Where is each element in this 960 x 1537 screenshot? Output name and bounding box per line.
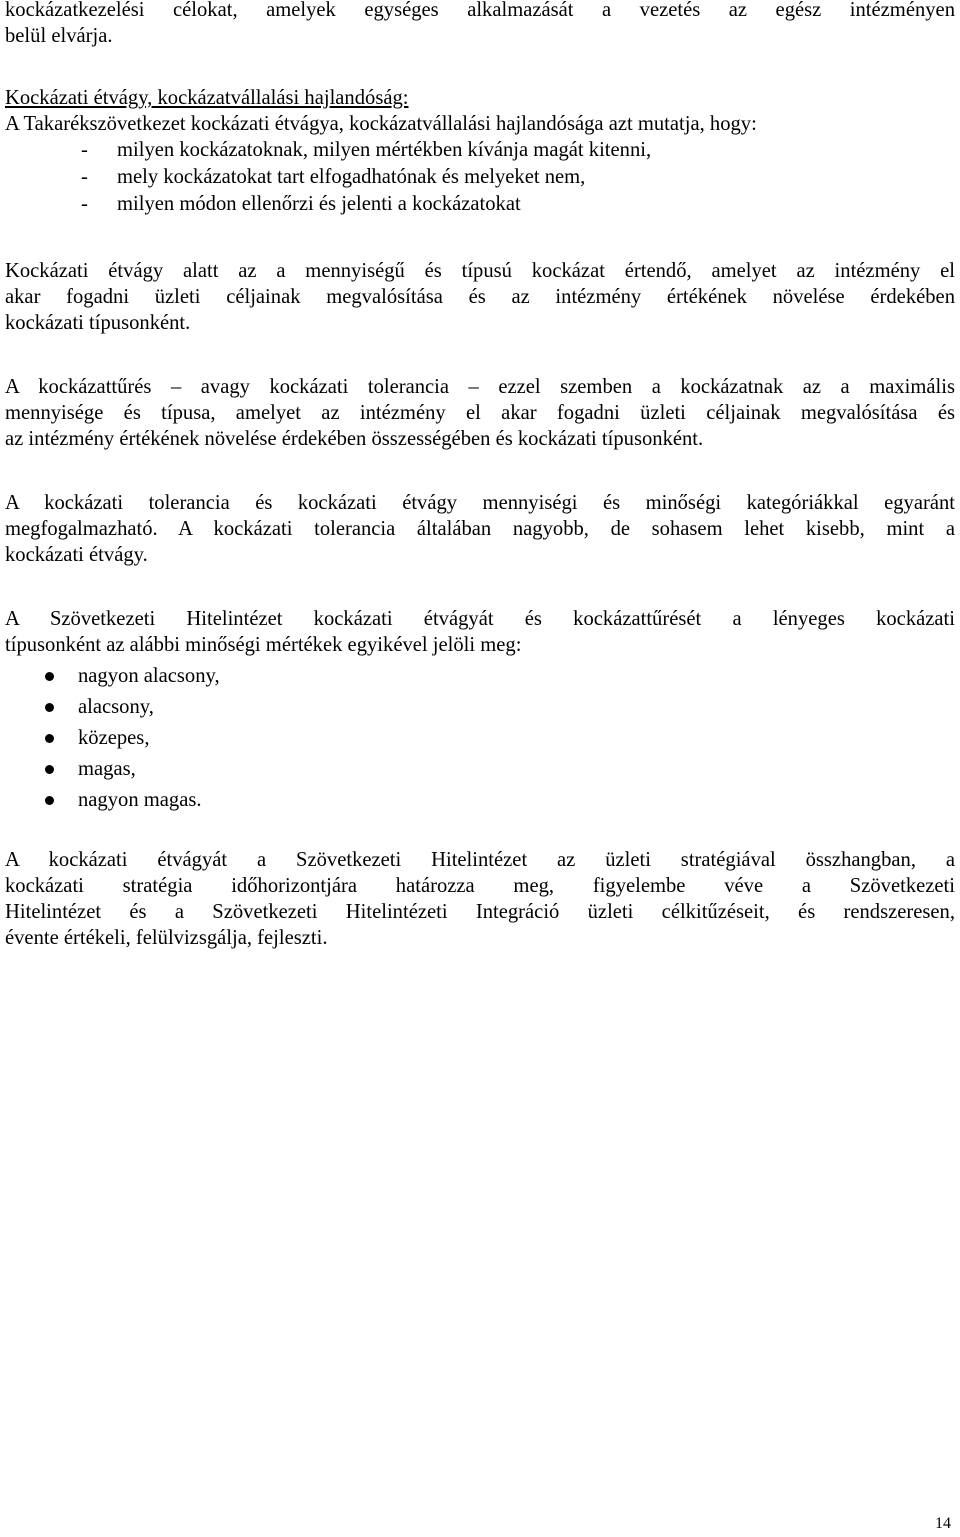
- paragraph-qualitative-measures: [5, 606, 955, 816]
- list-item: [5, 723, 955, 754]
- text-line: A kockázati tolerancia és kockázati étvágy mennyiségi és minőségi kategóriákkal egyaránt: [5, 492, 955, 514]
- bullet-icon: [45, 765, 54, 774]
- dash-marker: -: [81, 193, 88, 215]
- paragraph-risk-appetite-definition: [5, 258, 955, 336]
- paragraph-tolerance-vs-appetite: [5, 490, 955, 568]
- risk-appetite-section: [5, 85, 955, 218]
- list-item: [5, 137, 955, 164]
- section-intro: A Takarékszövetkezet kockázati étvágya, kockázatvállalási hajlandósága azt mutatja, hogy:: [5, 113, 757, 135]
- list-item: [5, 191, 955, 218]
- list-item-text: alacsony,: [78, 696, 154, 718]
- bullet-icon: [45, 703, 54, 712]
- bullet-list: [5, 661, 955, 816]
- list-item: [5, 692, 955, 723]
- text-line: évente értékeli, felülvizsgálja, fejleszti.: [5, 927, 328, 949]
- list-item-text: közepes,: [78, 727, 150, 749]
- text-line: mennyisége és típusa, amelyet az intézmény el akar fogadni üzleti céljainak megvalósítása és: [5, 402, 955, 424]
- dash-marker: -: [81, 166, 88, 188]
- paragraph-continuation: [5, 0, 955, 49]
- paragraph-annual-review: [5, 847, 955, 951]
- list-item-text: nagyon magas.: [78, 789, 202, 811]
- text-line: kockázati típusonként.: [5, 312, 191, 334]
- list-item: [5, 785, 955, 816]
- text-line: A kockázati étvágyát a Szövetkezeti Hitelintézet az üzleti stratégiával összhangban, a: [5, 849, 955, 871]
- list-item-text: milyen módon ellenőrzi és jelenti a kockázatokat: [117, 193, 521, 215]
- text-line: A kockázattűrés – avagy kockázati tolerancia – ezzel szemben a kockázatnak az a maximális: [5, 376, 955, 398]
- text-line: az intézmény értékének növelése érdekében összességében és kockázati típusonként.: [5, 428, 704, 450]
- list-item: [5, 754, 955, 785]
- bullet-icon: [45, 672, 54, 681]
- text-line: A Szövetkezeti Hitelintézet kockázati étvágyát és kockázattűrését a lényeges kockázati: [5, 608, 955, 630]
- list-item-text: mely kockázatokat tart elfogadhatónak és melyeket nem,: [117, 166, 586, 188]
- dash-list: [5, 137, 955, 218]
- text-line: kockázati stratégia időhorizontjára határozza meg, figyelembe véve a Szövetkezeti: [5, 875, 955, 897]
- text-line: akar fogadni üzleti céljainak megvalósítása és az intézmény értékének növelése érdekében: [5, 286, 955, 308]
- list-item: [5, 164, 955, 191]
- bullet-icon: [45, 796, 54, 805]
- bullet-icon: [45, 734, 54, 743]
- text-line: belül elvárja.: [5, 25, 113, 47]
- list-item-text: magas,: [78, 758, 136, 780]
- list-item-text: milyen kockázatoknak, milyen mértékben kívánja magát kitenni,: [117, 139, 652, 161]
- text-line: megfogalmazható. A kockázati tolerancia általában nagyobb, de sohasem lehet kisebb, mint a: [5, 518, 955, 540]
- text-line: kockázati étvágy.: [5, 544, 148, 566]
- list-item-text: nagyon alacsony,: [78, 665, 220, 687]
- text-line: kockázatkezelési célokat, amelyek egységes alkalmazását a vezetés az egész intézményen: [5, 0, 955, 21]
- dash-marker: -: [81, 139, 88, 161]
- page-number: 14: [935, 1515, 951, 1532]
- text-line: típusonként az alábbi minőségi mértékek egyikével jelöli meg:: [5, 634, 522, 656]
- text-line: Kockázati étvágy alatt az a mennyiségű és típusú kockázat értendő, amelyet az intézmény el: [5, 260, 955, 282]
- text-line: Hitelintézet és a Szövetkezeti Hitelintézeti Integráció üzleti célkitűzéseit, és rendszeresen,: [5, 901, 955, 923]
- section-heading: Kockázati étvágy, kockázatvállalási hajlandóság:: [5, 87, 409, 109]
- paragraph-risk-tolerance-definition: [5, 374, 955, 452]
- list-item: [5, 661, 955, 692]
